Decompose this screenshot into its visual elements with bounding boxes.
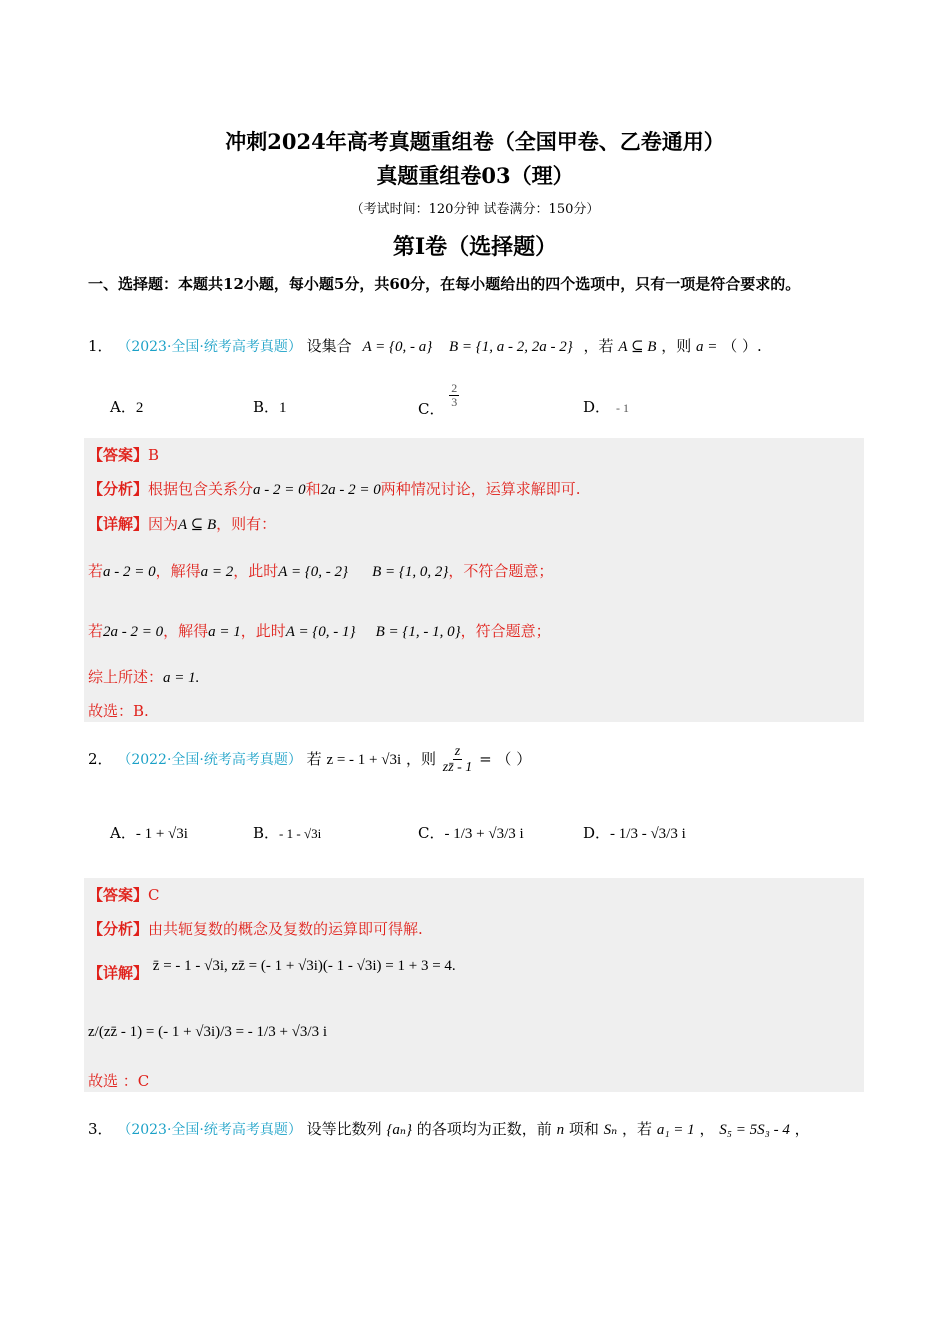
detail-line: [88, 513, 276, 534]
answer-value: C: [148, 886, 160, 904]
z-definition: z = - 1 + √3i: [326, 751, 402, 768]
option-value: - 1/3 - √3/3 i: [610, 826, 686, 842]
answer-line: [88, 444, 159, 465]
detail-text: 若: [88, 562, 104, 580]
option-d[interactable]: [583, 396, 629, 417]
option-value: [449, 382, 459, 409]
sequence-expression: {aₙ}: [386, 1122, 413, 1138]
answer-line: [88, 884, 160, 905]
question-number: 1．: [88, 337, 113, 355]
detail-text: ，解得: [163, 622, 209, 640]
option-value: - 1 + √3i: [135, 826, 188, 842]
question-text: ，则: [661, 337, 692, 355]
detail-text: 综上所述：: [88, 668, 164, 686]
question-number: 2．: [88, 749, 113, 768]
detail-tag: 【详解】: [88, 515, 149, 533]
detail-tag: 【详解】: [88, 964, 149, 982]
choose-line: 故选 ：C: [88, 1072, 150, 1090]
analysis-text: 两种情况讨论，运算求解即可.: [380, 480, 581, 498]
fraction-denominator: zz̄ - 1: [442, 760, 473, 776]
answer-box-1: [84, 438, 864, 722]
detail-text: ，则有：: [216, 515, 277, 533]
question-1: [88, 335, 762, 356]
question-text: 设集合: [306, 337, 352, 355]
question-text: 若: [306, 749, 322, 768]
question-text: ，若: [583, 337, 614, 355]
question-text: 项和: [568, 1120, 599, 1138]
option-a[interactable]: [110, 822, 188, 843]
option-a[interactable]: [110, 396, 143, 417]
sum-expression: Sₙ: [603, 1122, 618, 1138]
answer-box-2: [84, 878, 864, 1092]
section-heading: 第I卷（选择题）: [392, 234, 558, 260]
detail-text: ，此时: [240, 622, 286, 640]
math-expression: a = 1.: [163, 670, 200, 686]
question-text: （ ）.: [722, 337, 762, 355]
option-label: D．: [583, 398, 611, 416]
question-text: ，: [794, 1120, 810, 1138]
question-text: ，则: [405, 749, 436, 768]
fraction-denominator: 3: [451, 395, 458, 410]
question-fraction: [441, 744, 475, 776]
subset-expression: A ⊆ B: [618, 339, 657, 355]
math-expression: 2a - 2 = 0: [103, 624, 164, 640]
analysis-line: [88, 478, 581, 499]
detail-text: ，此时: [233, 562, 279, 580]
option-value: 1: [279, 400, 287, 416]
question-source: （2022·全国·统考高考真题）: [117, 751, 302, 768]
option-b[interactable]: [253, 396, 287, 417]
option-b[interactable]: [253, 822, 321, 843]
option-label: B．: [253, 398, 280, 416]
first-term-expression: a₁ = 1: [656, 1122, 695, 1138]
detail-text: ，解得: [155, 562, 201, 580]
detail-text: 若: [88, 622, 104, 640]
analysis-text: 和: [305, 480, 321, 498]
answer-tag: 【答案】: [88, 446, 149, 464]
question-text: 的各项均为正数，前: [416, 1120, 552, 1138]
question-text: ，: [699, 1120, 715, 1138]
option-d[interactable]: [583, 822, 686, 843]
case-1-line: [88, 560, 553, 581]
set-b-expression: B = {1, a - 2, 2a - 2}: [448, 339, 573, 355]
math-expression: a - 2 = 0: [253, 482, 306, 498]
question-text: 设等比数列: [306, 1120, 382, 1138]
set-a-expression: A = {0, - a}: [362, 339, 433, 355]
detail-text: ，不符合题意；: [448, 562, 554, 580]
detail-line: [88, 958, 456, 983]
analysis-tag: 【分析】: [88, 920, 149, 938]
variable-expression: a =: [696, 339, 718, 355]
choose-line: 故选：B.: [88, 702, 149, 720]
question-3: [88, 1118, 810, 1139]
option-label: B．: [253, 824, 280, 842]
option-value: - 1/3 + √3/3 i: [444, 826, 524, 842]
math-expression: B = {1, - 1, 0}: [375, 624, 461, 640]
detail-text: 因为: [148, 515, 179, 533]
option-c[interactable]: [418, 381, 459, 418]
option-label: C．: [418, 399, 445, 418]
answer-value: B: [148, 446, 160, 464]
question-text: = （ ）: [479, 749, 532, 768]
math-expression: a - 2 = 0: [103, 564, 156, 580]
math-expression: A = {0, - 1}: [285, 624, 356, 640]
option-value: 2: [135, 400, 144, 416]
math-expression: A = {0, - 2}: [278, 564, 349, 580]
math-expression: 2a - 2 = 0: [320, 482, 381, 498]
option-label: C．: [418, 824, 445, 842]
paper-subtitle: 真题重组卷03（理）: [376, 163, 574, 188]
option-label: A．: [110, 398, 136, 416]
detail-formula: z/(zz̄ - 1) = (- 1 + √3i)/3 = - 1/3 + √3/3 i: [88, 1024, 327, 1040]
math-expression: a = 2: [200, 564, 234, 580]
summary-line: [88, 666, 199, 687]
option-c[interactable]: [418, 822, 524, 843]
analysis-line: [88, 918, 423, 939]
math-expression: z̄ = - 1 - √3i, zz̄ = (- 1 + √3i)(- 1 - √3i) = 1 + 3 = 4.: [152, 958, 456, 974]
option-value: - 1 - √3i: [279, 826, 322, 841]
sum-condition-expression: S₅ = 5S₃ - 4: [719, 1122, 790, 1138]
option-value: - 1: [616, 401, 630, 415]
section-instructions: 一、选择题：本题共12小题，每小题5分，共60分，在每小题给出的四个选项中，只有一项是符合要求的。: [88, 275, 801, 293]
analysis-text: 由共轭复数的概念及复数的运算即可得解.: [148, 920, 423, 938]
analysis-tag: 【分析】: [88, 480, 149, 498]
question-2: [88, 744, 531, 776]
exam-info: （考试时间：120分钟 试卷满分：150分）: [350, 202, 600, 217]
question-source: （2023·全国·统考高考真题）: [117, 1122, 302, 1138]
case-2-line: [88, 620, 551, 641]
question-number: 3．: [88, 1120, 113, 1138]
answer-tag: 【答案】: [88, 886, 149, 904]
math-expression: a = 1: [208, 624, 241, 640]
variable-n: n: [556, 1122, 565, 1138]
question-source: （2023·全国·统考高考真题）: [117, 339, 302, 355]
option-label: A．: [110, 824, 136, 842]
question-text: ，若: [622, 1120, 653, 1138]
fraction-numerator: z: [454, 744, 461, 759]
math-expression: B = {1, 0, 2}: [372, 564, 449, 580]
option-label: D．: [583, 824, 611, 842]
math-expression: A ⊆ B: [178, 517, 217, 533]
analysis-text: 根据包含关系分: [148, 480, 254, 498]
paper-title: 冲刺2024年高考真题重组卷（全国甲卷、乙卷通用）: [225, 129, 725, 154]
detail-text: ，符合题意；: [460, 622, 551, 640]
fraction-numerator: 2: [451, 381, 458, 395]
